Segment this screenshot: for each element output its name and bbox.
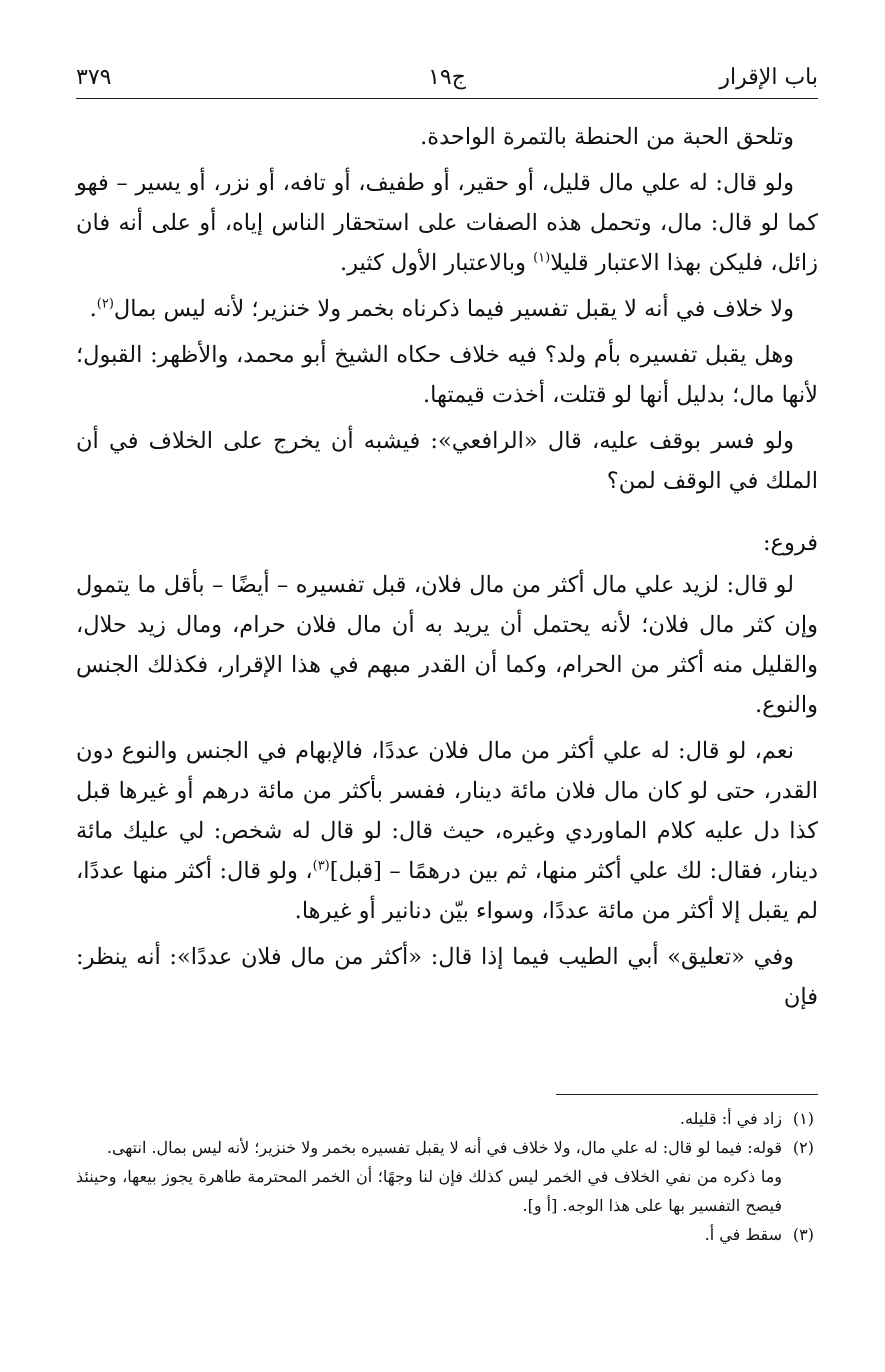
paragraph-text: لو قال: لزيد علي مال أكثر من مال فلان، قبل تفسيره – أيضًا – بأقل ما يتمول وإن كثر مال فلان؛ لأنه يحتمل أن يريد به أن مال فلان حرام، ومال زيد حلال، والقليل منه أكثر من الحرام، وكما أن القدر مبهم في هذا الإقرار، فكذلك الجنس والنوع. [76,572,818,718]
paragraph [76,117,818,157]
paragraph-text: وفي «تعليق» أبي الطيب فيما إذا قال: «أكثر من مال فلان عددًا»: أنه ينظر: فإن [76,944,818,1010]
footnote-ref: (٣) [312,858,330,874]
footnote-number: (٢) [792,1138,814,1157]
paragraph [76,163,818,283]
footnote-number: (١) [792,1109,814,1128]
paragraph [76,421,818,501]
footnote-divider [556,1094,818,1095]
paragraph [76,335,818,415]
paragraph-text: وهل يقبل تفسيره بأم ولد؟ فيه خلاف حكاه الشيخ أبو محمد، والأظهر: القبول؛ لأنها مال؛ بدليل أنها لو قتلت، أخذت قيمتها. [76,342,818,408]
footnote-text: قوله: فيما لو قال: له علي مال، ولا خلاف في أنه لا يقبل تفسيره بخمر ولا خنزير؛ لأنه ليس بمال. انتهى. [106,1138,782,1157]
footnote [76,1133,818,1162]
main-text [76,117,818,1017]
section-heading-text: فروع: [762,530,818,556]
paragraph-text: . [89,296,97,322]
footnote-text: وما ذكره من نفي الخلاف في الخمر ليس كذلك فإن لنا وجهًا؛ أن الخمر المحترمة طاهرة يجوز بيعها، وحينئذ فيصح التفسير بها على هذا الوجه. [أ و]. [76,1167,782,1215]
footnote-text: سقط في أ. [704,1225,782,1244]
footnote-text: زاد في أ: قليله. [679,1109,782,1128]
chapter-title: باب الإقرار [719,65,818,90]
footnote-ref: (١) [533,250,551,266]
paragraph [76,565,818,725]
paragraph-text: ، ولو قال: أكثر منها عددًا، لم يقبل إلا أكثر من مائة عددًا، وسواء بيّن دنانير أو غيرها. [76,858,818,924]
section-heading [76,523,818,563]
footnote [76,1220,818,1249]
footnotes [76,1104,818,1249]
paragraph-text: وتلحق الحبة من الحنطة بالتمرة الواحدة. [420,124,794,150]
paragraph-text: ولو فسر بوقف عليه، قال «الرافعي»: فيشبه أن يخرج على الخلاف في أن الملك في الوقف لمن؟ [76,428,818,494]
volume-label: ج١٩ [428,65,466,90]
paragraph-text: ولو قال: له علي مال قليل، أو حقير، أو طفيف، أو تافه، أو نزر، أو يسير – فهو كما لو قال: مال، وتحمل هذه الصفات على استحقار الناس إياه، أو على أنه فان زائل، فليكن بهذا الاعتبار قليلا [76,170,818,276]
paragraph-text: نعم، لو قال: له علي أكثر من مال فلان عددًا، فالإبهام في الجنس والنوع دون القدر، حتى لو كان مال فلان مائة دينار، ففسر بأكثر من مائة درهم أو غيرها قبل كذا دل عليه كلام الماوردي وغيره، حيث قال: لو قال له شخص: لي عليك مائة دينار، فقال: لك علي أكثر منها، ثم بين درهمًا – [قبل] [76,738,818,884]
footnote-number: (٣) [792,1225,814,1244]
paragraph [76,937,818,1017]
paragraph-text: ولا خلاف في أنه لا يقبل تفسير فيما ذكرناه بخمر ولا خنزير؛ لأنه ليس بمال [113,296,794,322]
book-page [76,58,818,1348]
footnote [76,1104,818,1133]
paragraph [76,731,818,931]
running-header [76,58,818,99]
paragraph [76,289,818,329]
page-number: ٣٧٩ [76,65,112,90]
paragraph-text: وبالاعتبار الأول كثير. [339,250,534,276]
footnote-continuation [76,1162,818,1220]
footnote-ref: (٢) [96,296,114,312]
